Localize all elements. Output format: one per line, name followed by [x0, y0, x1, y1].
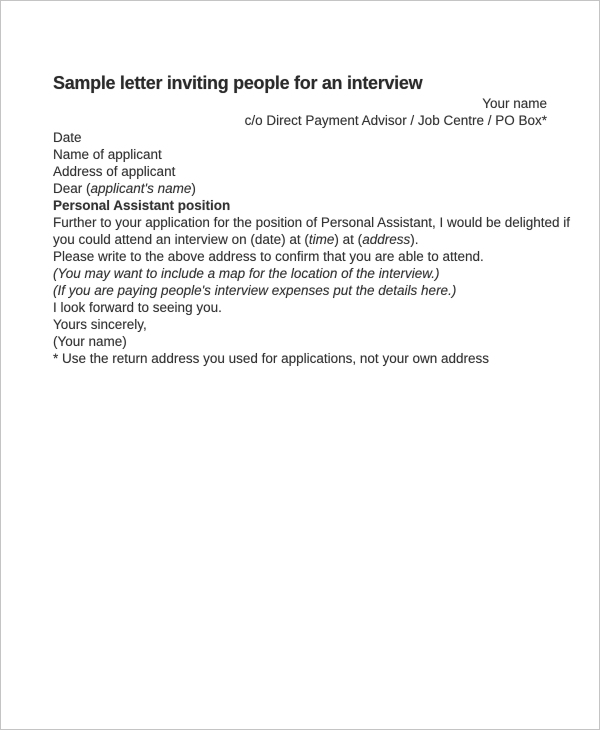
subject-line: Personal Assistant position: [53, 198, 231, 213]
salutation-suffix: ): [191, 181, 196, 196]
closing-line: Yours sincerely,: [53, 317, 147, 332]
sender-block: [53, 95, 569, 129]
salutation-placeholder: applicant's name: [90, 181, 192, 196]
invite-line2-suffix: ).: [410, 232, 419, 247]
invite-line2-prefix: you could attend an interview on (date) at (: [53, 232, 309, 247]
note-interview-expenses: (If you are paying people's interview expenses put the details here.): [53, 283, 457, 298]
invite-line2-mid: ) at (: [334, 232, 363, 247]
paragraph-confirm-attendance: Please write to the above address to confirm that you are able to attend.: [53, 249, 484, 264]
invite-time-placeholder: time: [308, 232, 335, 247]
letter-content: [1, 1, 599, 729]
sender-address: c/o Direct Payment Advisor / Job Centre / PO Box*: [244, 113, 547, 128]
paragraph-invite-line2: [53, 232, 418, 247]
paragraph-interview-invite: [53, 214, 569, 248]
salutation-line: [53, 180, 569, 197]
note-include-map: (You may want to include a map for the location of the interview.): [53, 266, 440, 281]
applicant-name-placeholder: Name of applicant: [53, 147, 162, 162]
invite-address-placeholder: address: [362, 232, 411, 247]
sender-name: Your name: [482, 96, 547, 111]
footnote-return-address: * Use the return address you used for applications, not your own address: [53, 351, 489, 366]
applicant-address-placeholder: Address of applicant: [53, 164, 176, 179]
salutation-prefix: Dear (: [53, 181, 91, 196]
signature-placeholder: (Your name): [53, 334, 127, 349]
letter-title: Sample letter inviting people for an interview: [53, 73, 423, 93]
paragraph-look-forward: I look forward to seeing you.: [53, 300, 222, 315]
paragraph-invite-line1: Further to your application for the position of Personal Assistant, I would be delighted if: [53, 215, 571, 230]
date-placeholder: Date: [53, 130, 82, 145]
